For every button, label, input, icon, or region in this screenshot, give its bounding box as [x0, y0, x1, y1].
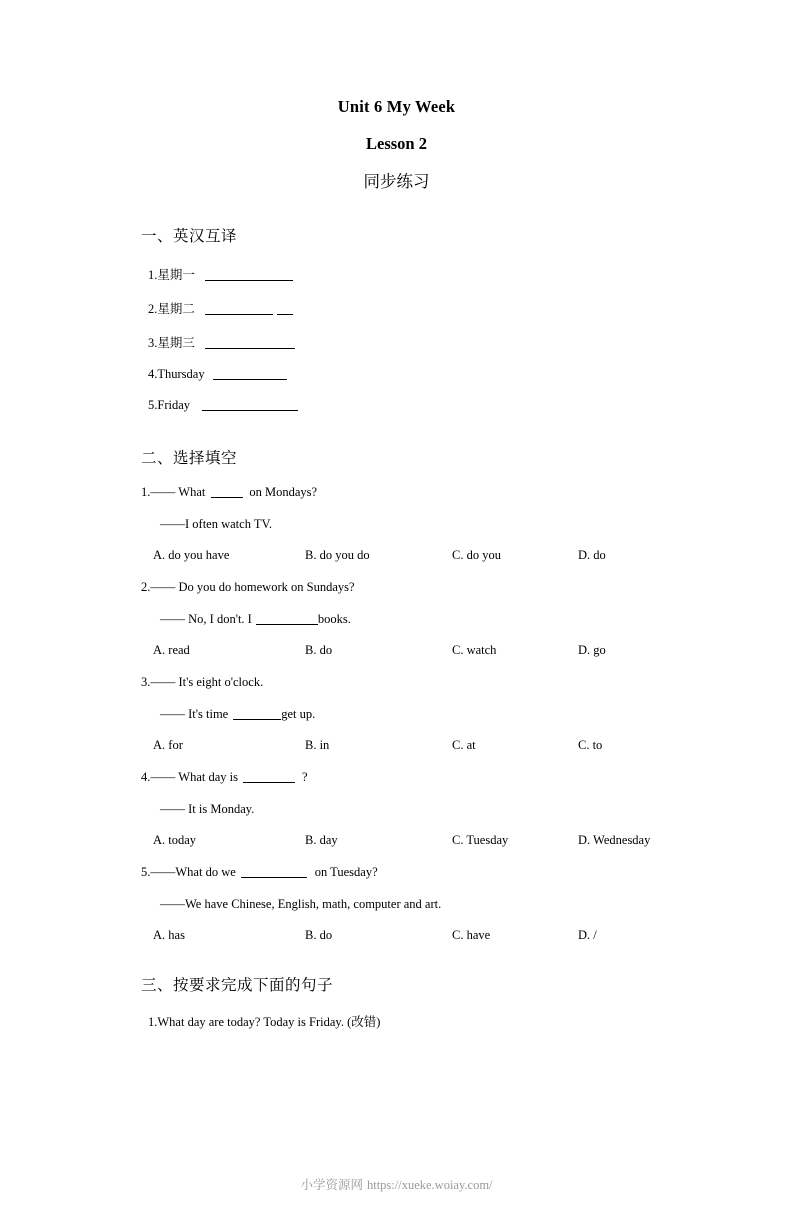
vocab-label: 5.Friday — [148, 398, 191, 413]
answer-line-pre: —— No, I don't. I — [160, 612, 252, 627]
section-heading-2: 二、选择填空 — [141, 449, 238, 468]
question-stem-post: on Mondays? — [249, 485, 318, 500]
vocab-label: 3.星期三 — [148, 336, 195, 351]
option-a[interactable]: A. read — [153, 643, 190, 658]
section-1-body — [0, 265, 793, 413]
question-stem: 2.—— Do you do homework on Sundays? — [141, 580, 355, 595]
question-stem-pre: 1.—— What — [141, 485, 206, 500]
vocab-item — [148, 398, 793, 413]
question-stem-post: on Tuesday? — [314, 865, 378, 880]
option-d[interactable]: D. go — [578, 643, 606, 658]
answer-blank[interactable] — [202, 398, 298, 411]
footer-label: 小学资源网 — [300, 1177, 363, 1192]
option-d[interactable]: D. / — [578, 928, 597, 943]
question-stem-pre: 4.—— What day is — [141, 770, 238, 785]
question-options — [153, 738, 793, 753]
answer-blank[interactable] — [277, 302, 293, 315]
title-block — [0, 98, 793, 191]
answer-blank[interactable] — [213, 367, 287, 380]
question-answer-line — [160, 612, 793, 627]
option-c[interactable]: C. do you — [452, 548, 501, 563]
option-b[interactable]: B. do you do — [305, 548, 370, 563]
vocab-item — [148, 265, 793, 283]
section-heading-1: 一、英汉互译 — [141, 227, 238, 246]
question-options — [153, 548, 793, 563]
answer-line-pre: —— It's time — [160, 707, 229, 722]
footer-watermark — [0, 1175, 793, 1193]
question-stem — [141, 770, 793, 785]
question-answer-line: ——I often watch TV. — [160, 517, 273, 532]
page-subtitle: Lesson 2 — [366, 134, 427, 154]
vocab-label: 4.Thursday — [148, 367, 205, 382]
vocab-label: 1.星期一 — [148, 268, 195, 283]
vocab-label: 2.星期二 — [148, 302, 195, 317]
question-answer-line: ——We have Chinese, English, math, computer and art. — [160, 897, 442, 912]
answer-blank[interactable] — [205, 268, 293, 281]
question-options — [153, 833, 793, 848]
option-d[interactable]: C. to — [578, 738, 603, 753]
option-c[interactable]: C. watch — [452, 643, 497, 658]
document-page — [0, 98, 793, 1220]
section-heading-3: 三、按要求完成下面的句子 — [141, 976, 334, 995]
answer-blank[interactable] — [256, 612, 318, 625]
answer-blank[interactable] — [243, 770, 295, 783]
question-options — [153, 643, 793, 658]
option-b[interactable]: B. do — [305, 928, 333, 943]
option-c[interactable]: C. have — [452, 928, 491, 943]
answer-blank[interactable] — [211, 485, 243, 498]
option-d[interactable]: D. do — [578, 548, 606, 563]
option-c[interactable]: C. Tuesday — [452, 833, 509, 848]
option-a[interactable]: A. today — [153, 833, 197, 848]
option-a[interactable]: A. has — [153, 928, 185, 943]
answer-blank[interactable] — [241, 865, 307, 878]
answer-blank[interactable] — [205, 302, 273, 315]
question-answer-line: —— It is Monday. — [160, 802, 255, 817]
option-d[interactable]: D. Wednesday — [578, 833, 651, 848]
question-stem — [141, 485, 793, 500]
option-b[interactable]: B. day — [305, 833, 338, 848]
option-c[interactable]: C. at — [452, 738, 476, 753]
question-options — [153, 928, 793, 943]
page-title: Unit 6 My Week — [337, 97, 456, 116]
answer-blank[interactable] — [205, 336, 295, 349]
option-a[interactable]: A. do you have — [153, 548, 230, 563]
question-stem-pre: 5.——What do we — [141, 865, 236, 880]
answer-line-post: get up. — [281, 707, 316, 722]
question-stem: 1.What day are today? Today is Friday. (改错) — [148, 1015, 381, 1030]
question-stem — [141, 865, 793, 880]
option-a[interactable]: A. for — [153, 738, 183, 753]
vocab-item — [148, 333, 793, 351]
vocab-item — [148, 299, 793, 317]
question-stem-post: ? — [301, 770, 308, 785]
vocab-item — [148, 367, 793, 382]
answer-blank[interactable] — [233, 707, 281, 720]
question-answer-line — [160, 707, 793, 722]
option-b[interactable]: B. do — [305, 643, 333, 658]
footer-site: https://xueke.woiay.com/ — [366, 1178, 493, 1192]
question-stem: 3.—— It's eight o'clock. — [141, 675, 264, 690]
page-subtitle-secondary: 同步练习 — [363, 172, 430, 192]
answer-line-post: books. — [317, 612, 351, 627]
option-b[interactable]: B. in — [305, 738, 330, 753]
